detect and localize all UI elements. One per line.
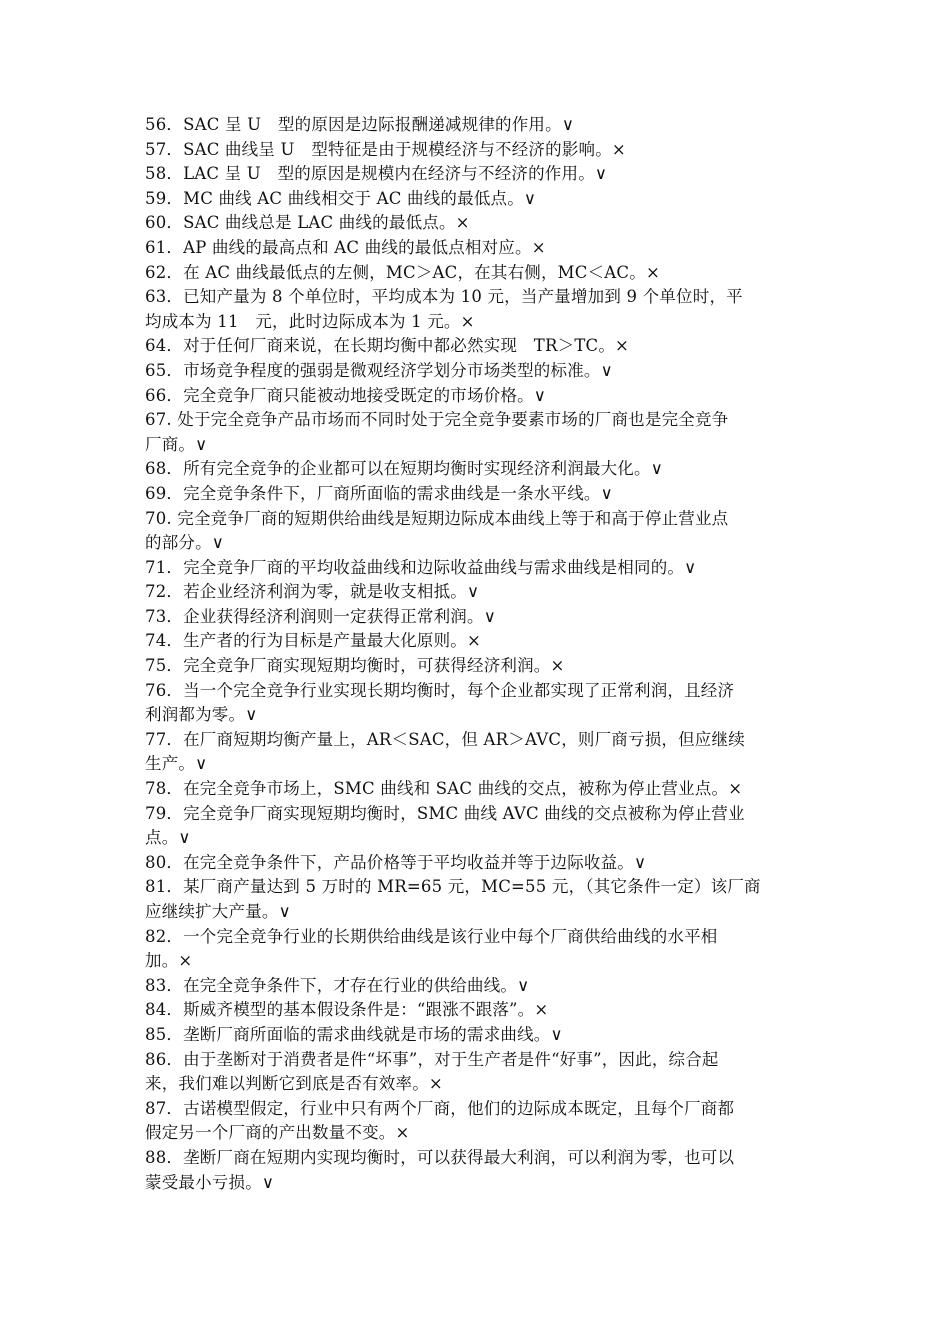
text-line: 59．MC 曲线 AC 曲线相交于 AC 曲线的最低点。∨	[145, 188, 537, 208]
text-line: 79．完全竞争厂商实现短期均衡时，SMC 曲线 AVC 曲线的交点被称为停止营业	[145, 803, 745, 823]
text-line: 68．所有完全竞争的企业都可以在短期均衡时实现经济利润最大化。∨	[145, 459, 663, 479]
text-line: 57．SAC 曲线呈 U 型特征是由于规模经济与不经济的影响。×	[145, 139, 626, 159]
text-line: 70. 完全竞争厂商的短期供给曲线是短期边际成本曲线上等于和高于停止营业点	[145, 508, 729, 528]
text-line: 73．企业获得经济利润则一定获得正常利润。∨	[145, 606, 496, 626]
text-line: 66．完全竞争厂商只能被动地接受既定的市场价格。∨	[145, 385, 547, 405]
text-line: 74．生产者的行为目标是产量最大化原则。×	[145, 631, 482, 651]
text-line: 63．已知产量为 8 个单位时，平均成本为 10 元，当产量增加到 9 个单位时，平	[145, 287, 743, 307]
text-line: 86．由于垄断对于消费者是件“坏事”，对于生产者是件“好事”，因此，综合起	[145, 1049, 719, 1069]
text-line: 65．市场竞争程度的强弱是微观经济学划分市场类型的标准。∨	[145, 360, 613, 380]
text-line: 56．SAC 呈 U 型的原因是边际报酬递减规律的作用。∨	[145, 115, 575, 134]
text-line: 84．斯威齐模型的基本假设条件是：“跟涨不跟落”。×	[145, 1000, 549, 1020]
document-body	[145, 113, 811, 1195]
text-line: 75．完全竞争厂商实现短期均衡时，可获得经济利润。×	[145, 656, 565, 676]
text-line: 蒙受最小亏损。∨	[145, 1172, 275, 1192]
text-line: 60．SAC 曲线总是 LAC 曲线的最低点。×	[145, 213, 470, 233]
text-line: 87．古诺模型假定，行业中只有两个厂商，他们的边际成本既定，且每个厂商都	[145, 1098, 735, 1118]
text-line: 80．在完全竞争条件下，产品价格等于平均收益并等于边际收益。∨	[145, 852, 647, 872]
text-line: 85．垄断厂商所面临的需求曲线就是市场的需求曲线。∨	[145, 1024, 563, 1044]
text-line: 64．对于任何厂商来说，在长期均衡中都必然实现 TR＞TC。×	[145, 336, 630, 356]
text-line: 76．当一个完全竞争行业实现长期均衡时，每个企业都实现了正常利润，且经济	[145, 680, 735, 700]
text-line: 加。×	[145, 951, 193, 971]
text-line: 77．在厂商短期均衡产量上，AR＜SAC，但 AR＞AVC，则厂商亏损，但应继续	[145, 729, 745, 749]
text-line: 61．AP 曲线的最高点和 AC 曲线的最低点相对应。×	[145, 237, 546, 257]
text-line: 利润都为零。∨	[145, 705, 258, 725]
text-line: 厂商。∨	[145, 434, 208, 454]
text-line: 83．在完全竞争条件下，才存在行业的供给曲线。∨	[145, 975, 530, 995]
text-line: 69．完全竞争条件下，厂商所面临的需求曲线是一条水平线。∨	[145, 483, 613, 503]
text-line: 71．完全竞争厂商的平均收益曲线和边际收益曲线与需求曲线是相同的。∨	[145, 557, 697, 577]
text-line: 62．在 AC 曲线最低点的左侧，MC＞AC，在其右侧，MC＜AC。×	[145, 262, 660, 282]
text-line: 均成本为 11 元，此时边际成本为 1 元。×	[145, 311, 475, 331]
text-line: 58．LAC 呈 U 型的原因是规模内在经济与不经济的作用。∨	[145, 164, 608, 184]
text-line: 81．某厂商产量达到 5 万时的 MR=65 元，MC=55 元，（其它条件一定）该厂商	[145, 877, 761, 897]
text-line: 应继续扩大产量。∨	[145, 902, 291, 921]
text-line: 88．垄断厂商在短期内实现均衡时，可以获得最大利润，可以利润为零，也可以	[145, 1147, 735, 1167]
text-line: 假定另一个厂商的产出数量不变。×	[145, 1123, 410, 1143]
text-line: 78．在完全竞争市场上，SMC 曲线和 SAC 曲线的交点，被称为停止营业点。×	[145, 779, 743, 799]
text-line: 生产。∨	[145, 754, 208, 774]
text-line: 的部分。∨	[145, 533, 225, 553]
text-line: 82．一个完全竞争行业的长期供给曲线是该行业中每个厂商供给曲线的水平相	[145, 926, 718, 946]
text-line: 67. 处于完全竞争产品市场而不同时处于完全竞争要素市场的厂商也是完全竞争	[145, 410, 729, 430]
text-line: 来，我们难以判断它到底是否有效率。×	[145, 1074, 443, 1094]
text-line: 点。∨	[145, 828, 191, 848]
text-line: 72．若企业经济利润为零，就是收支相抵。∨	[145, 582, 480, 602]
